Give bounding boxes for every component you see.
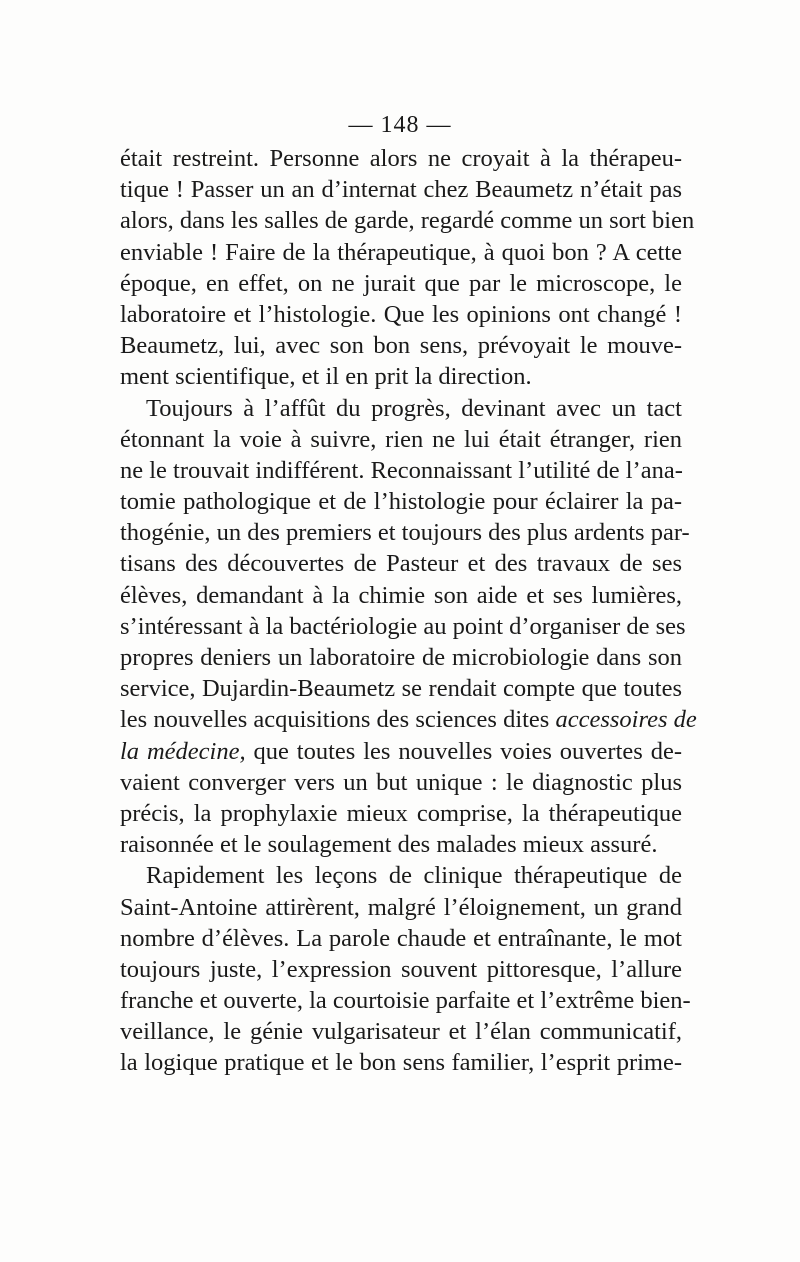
italic-text: accessoires de [555, 706, 697, 734]
text-line: époque, en effet, on ne jurait que par le microscope, le [120, 269, 682, 297]
text-line: raisonnée et le soulagement des malades mieux assuré. [120, 831, 658, 859]
text-line: thogénie, un des premiers et toujours des plus ardents par- [120, 519, 690, 547]
text-line: étonnant la voie à suivre, rien ne lui était étranger, rien [120, 425, 682, 453]
text-line: ment scientifique, et il en prit la direction. [120, 363, 532, 391]
text-segment: que toutes les nouvelles voies ouvertes de- [245, 737, 682, 765]
text-line [120, 736, 682, 767]
text-line: tisans des découvertes de Pasteur et des travaux de ses [120, 550, 682, 578]
text-line: vaient converger vers un but unique : le diagnostic plus [120, 768, 682, 796]
body-text [120, 143, 697, 1079]
text-line: enviable ! Faire de la thérapeutique, à quoi bon ? A cette [120, 238, 682, 266]
text-line: ne le trouvait indifférent. Reconnaissant l’utilité de l’ana- [120, 456, 683, 484]
italic-text: la médecine, [120, 737, 246, 765]
text-line: Beaumetz, lui, avec son bon sens, prévoyait le mouve- [120, 332, 682, 360]
text-line: tique ! Passer un an d’internat chez Beaumetz n’était pas [120, 176, 682, 204]
text-line: la logique pratique et le bon sens familier, l’esprit prime- [120, 1049, 682, 1077]
text-line: tomie pathologique et de l’histologie pour éclairer la pa- [120, 488, 682, 516]
text-line [120, 704, 697, 735]
text-line: service, Dujardin-Beaumetz se rendait compte que toutes [120, 675, 682, 703]
page-number: — 148 — [348, 112, 452, 138]
text-segment: les nouvelles acquisitions des sciences dites [120, 706, 550, 734]
text-line: veillance, le génie vulgarisateur et l’élan communicatif, [120, 1018, 682, 1046]
text-line: nombre d’élèves. La parole chaude et entraînante, le mot [120, 924, 682, 952]
text-line: propres deniers un laboratoire de microbiologie dans son [120, 644, 682, 671]
text-line: Saint-Antoine attirèrent, malgré l’éloignement, un grand [120, 893, 682, 921]
text-line: laboratoire et l’histologie. Que les opinions ont changé ! [120, 300, 682, 328]
text-line: alors, dans les salles de garde, regardé comme un sort bien [120, 207, 695, 235]
text-line: était restreint. Personne alors ne croyait à la thérapeu- [120, 145, 682, 172]
text-line: élèves, demandant à la chimie son aide et ses lumières, [120, 581, 682, 609]
text-line: Rapidement les leçons de clinique thérapeutique de [146, 862, 682, 890]
text-line: précis, la prophylaxie mieux comprise, la thérapeutique [120, 799, 682, 827]
text-line: toujours juste, l’expression souvent pittoresque, l’allure [120, 955, 682, 983]
text-line: Toujours à l’affût du progrès, devinant avec un tact [146, 394, 682, 422]
text-line: s’intéressant à la bactériologie au point d’organiser de ses [120, 612, 686, 640]
text-line: franche et ouverte, la courtoisie parfaite et l’extrême bien- [120, 987, 691, 1015]
